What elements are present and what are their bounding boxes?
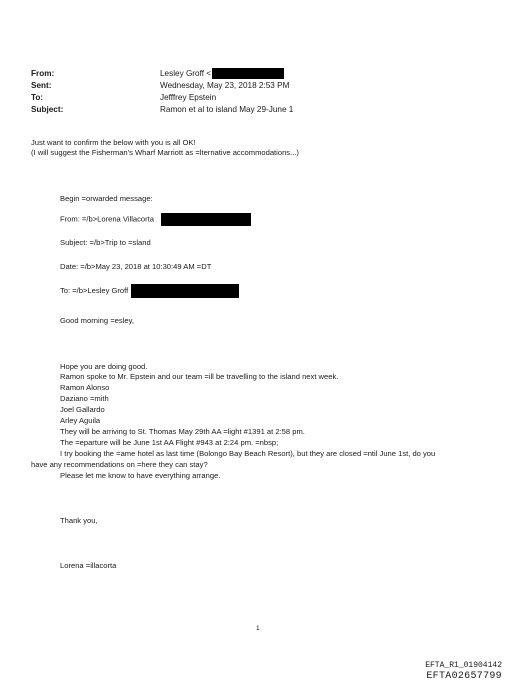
- body-line: Arley Aguila: [60, 416, 101, 425]
- intro-line-1: Just want to confirm the below with you is all OK!: [31, 138, 196, 147]
- forwarded-begin: Begin =orwarded message:: [60, 194, 153, 203]
- forwarded-date: Date: =/b>May 23, 2018 at 10:30:49 AM =DT: [60, 262, 212, 271]
- body-line: Hope you are doing good.: [60, 362, 148, 371]
- redaction-box: [212, 68, 284, 79]
- greeting: Good morning =esley,: [60, 316, 134, 325]
- from-label: From:: [31, 69, 55, 78]
- body-line: They will be arriving to St. Thomas May 29th AA =light #1391 at 2:58 pm.: [60, 427, 305, 436]
- body-line: have any recommendations on =here they can stay?: [31, 460, 208, 469]
- to-value: Jefffrey Epstein: [160, 93, 217, 102]
- body-line: Joel Gallardo: [60, 405, 105, 414]
- body-line: Ramon Alonso: [60, 383, 110, 392]
- forwarded-from: [60, 213, 251, 226]
- forwarded-from-text: From: =/b>Lorena Villacorta: [60, 214, 154, 224]
- subject-value: Ramon et al to island May 29-June 1: [160, 105, 294, 114]
- body-line: I try booking the =ame hotel as last time (Bolongo Bay Beach Resort), but they are closed =ntil June 1st, do you: [60, 449, 436, 458]
- body-line: Ramon spoke to Mr. Epstein and our team =ill be travelling to the island next week.: [60, 372, 339, 381]
- sent-value: Wednesday, May 23, 2018 2:53 PM: [160, 81, 290, 90]
- redaction-box: [131, 284, 239, 298]
- from-name: Lesley Groff <: [160, 69, 212, 78]
- footer-id-2: EFTA02657799: [426, 671, 502, 682]
- forwarded-to: [60, 284, 239, 298]
- forwarded-to-text: To: =/b>Lesley Groff: [60, 286, 129, 295]
- body-line: The =eparture will be June 1st AA Flight #943 at 2:24 pm. =nbsp;: [60, 438, 279, 447]
- body-line: Please let me know to have everything arrange.: [60, 471, 221, 480]
- closing-thanks: Thank you,: [60, 516, 98, 525]
- subject-label: Subject:: [31, 105, 64, 114]
- forwarded-subject: Subject: =/b>Trip to =sland: [60, 238, 151, 247]
- signature: Lorena =illacorta: [60, 561, 117, 570]
- to-label: To:: [31, 93, 44, 102]
- footer-id-1: EFTA_R1_01904142: [425, 661, 502, 670]
- redaction-box: [161, 213, 251, 226]
- from-value: [160, 68, 284, 79]
- page-number: 1: [256, 625, 260, 632]
- sent-label: Sent:: [31, 81, 52, 90]
- body-line: Daziano =mith: [60, 394, 109, 403]
- intro-line-2: (I will suggest the Fisherman's Wharf Marriott as =lternative accommodations...): [31, 148, 299, 157]
